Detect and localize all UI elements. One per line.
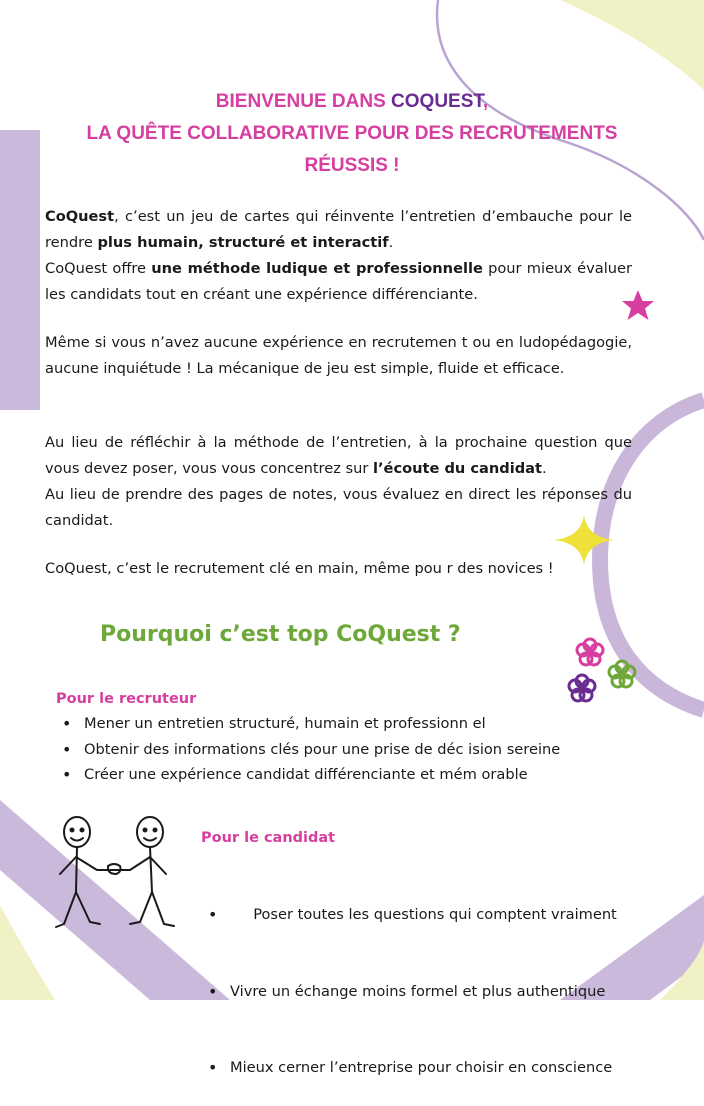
intro-paragraph-1 <box>45 204 632 256</box>
list-item: • Obtenir des informations clés pour une prise de déc ision sereine <box>58 737 560 763</box>
title-line-3: RÉUSSIS ! <box>304 155 400 176</box>
page-title <box>0 86 704 182</box>
intro-text: . <box>542 460 547 477</box>
title-line-2: LA QUÊTE COLLABORATIVE POUR DES RECRUTEMENTS <box>86 123 618 144</box>
intro-text: , c’est un jeu de cartes qui réinvente l’entretien d’embauche pour le rendre <box>45 208 632 251</box>
intro-highlight: une méthode ludique et professionnelle <box>151 260 483 277</box>
intro-text: pour mieux évaluer les candidats tout en créant une expérience différenciante. <box>45 260 633 303</box>
title-text: BIENVENUE DANS <box>215 91 392 112</box>
list-item: • Poser toutes les questions qui comptent vraiment <box>204 902 617 928</box>
intro-paragraph-2 <box>45 256 632 308</box>
section-heading: Pourquoi c’est top CoQuest ? <box>100 622 461 647</box>
yellow-blob-bottom-left <box>0 905 55 1000</box>
intro-highlight: l’écoute du candidat <box>373 460 543 477</box>
intro-text: . <box>388 234 394 251</box>
intro-paragraph-4 <box>45 430 632 482</box>
handshake-illustration <box>52 812 192 937</box>
intro-text: Au lieu de réfléchir à la méthode de l’entretien, à la prochaine question que vous devez poser, vous vous concentrez sur <box>45 434 632 477</box>
candidate-heading: Pour le candidat <box>201 830 336 846</box>
intro-paragraph-6: CoQuest, c’est le recrutement clé en main, même pou r des novices ! <box>45 560 554 577</box>
title-brand: COQUEST <box>391 91 483 112</box>
list-item: • Mener un entretien structuré, humain et professionn el <box>58 711 560 737</box>
list-item: • Mieux cerner l’entreprise pour choisir en conscience <box>204 1055 617 1081</box>
star-icon <box>620 288 656 324</box>
intro-paragraph-5: Au lieu de prendre des pages de notes, vous évaluez en direct les réponses du candidat. <box>45 486 632 529</box>
list-item: • Vivre un échange moins formel et plus authentique <box>204 979 617 1005</box>
candidate-benefits-list <box>204 851 617 1106</box>
intro-paragraph-3: Même si vous n’avez aucune expérience en recrutemen t ou en ludopédagogie, aucune inquiétude ! La mécanique de jeu est simple, fluide et efficace. <box>45 334 632 377</box>
recruiter-heading: Pour le recruteur <box>56 691 197 707</box>
sparkle-icon <box>554 515 614 565</box>
intro-text: CoQuest offre <box>45 260 152 277</box>
recruiter-benefits-list <box>58 711 560 788</box>
list-item: • Créer une expérience candidat différenciante et mém orable <box>58 762 560 788</box>
intro-highlight: plus humain, structuré et interactif <box>97 234 389 251</box>
title-comma: , <box>482 91 489 112</box>
brand-name: CoQuest <box>45 208 115 225</box>
flower-icon <box>560 632 640 712</box>
